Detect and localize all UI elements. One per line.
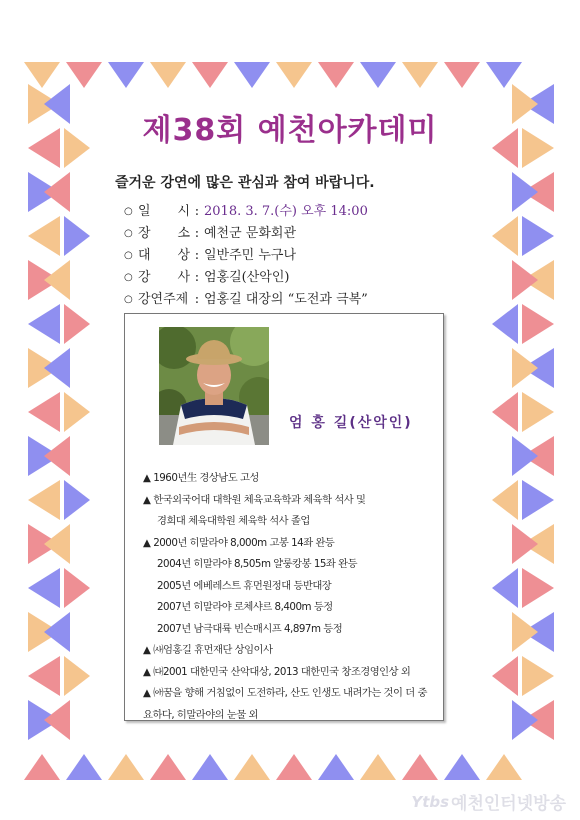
bio-line: ▲ ㈕꿈을 향해 거침없이 도전하라, 산도 인생도 내려가는 것이 더 중요하다, 히말라야의 눈물 외 (143, 687, 427, 721)
bio-line: ▲ ㈔엄홍길 휴먼재단 상임이사 (143, 644, 273, 656)
decor-triangle (276, 62, 312, 88)
decor-triangle (28, 304, 60, 344)
decor-triangle (492, 568, 518, 608)
info-label-char: 장 (138, 226, 151, 241)
speaker-name: 엄 홍 길(산악인) (289, 415, 413, 431)
circle-bullet-icon: ○ (124, 228, 133, 239)
decor-triangle (44, 524, 70, 564)
decor-triangle (28, 480, 60, 520)
bio-line: ▲ ㈐2001 대한민국 산악대상, 2013 대한민국 창조경영인상 외 (143, 665, 411, 678)
decor-triangle (512, 260, 538, 300)
bio-line: 2004년 히말라야 8,505m 얄룽캉봉 15좌 완등 (157, 558, 358, 570)
decor-triangle (512, 84, 538, 124)
decor-triangle (486, 754, 522, 780)
decor-triangle (512, 612, 538, 652)
decor-triangle (318, 754, 354, 780)
decor-triangle (522, 392, 554, 432)
decor-triangle (512, 524, 538, 564)
decor-triangle (64, 392, 90, 432)
decor-triangle (64, 304, 90, 344)
info-label (138, 267, 190, 289)
info-label-char: 시 (177, 204, 190, 219)
decor-triangle (28, 216, 60, 256)
decor-triangle (44, 260, 70, 300)
circle-bullet-icon: ○ (124, 206, 133, 217)
decor-triangle (402, 62, 438, 88)
info-colon: : (194, 248, 200, 263)
decor-triangle (44, 84, 70, 124)
speaker-photo-illustration (159, 327, 269, 445)
decor-triangle (28, 568, 60, 608)
circle-bullet-icon: ○ (124, 250, 133, 261)
info-label-char: 강 (138, 270, 151, 285)
info-colon: : (194, 270, 200, 285)
circle-bullet-icon: ○ (124, 294, 133, 305)
decor-triangle (64, 656, 90, 696)
decor-triangle (512, 172, 538, 212)
decor-triangle (108, 62, 144, 88)
decor-triangle (66, 754, 102, 780)
decor-triangle (522, 304, 554, 344)
info-colon: : (194, 226, 200, 241)
decor-triangle (28, 656, 60, 696)
decor-triangle (66, 62, 102, 88)
page-title: 제38회 예천아카데미 (142, 113, 438, 148)
decor-triangle (150, 62, 186, 88)
decor-triangle (276, 754, 312, 780)
decor-triangle (522, 216, 554, 256)
bio-line: 2007년 남극대륙 빈슨매시프 4,897m 등정 (157, 622, 343, 635)
info-value-datetime: 2018. 3. 7.(수) 오후 14:00 (204, 204, 368, 219)
decor-triangle (64, 480, 90, 520)
info-value-lecturer: 엄홍길(산악인) (204, 270, 290, 285)
info-label-char: 일 (138, 204, 151, 219)
decor-triangle (192, 62, 228, 88)
decor-triangle (234, 754, 270, 780)
decor-triangle (444, 754, 480, 780)
decor-triangle (150, 754, 186, 780)
decor-triangle (44, 172, 70, 212)
circle-bullet-icon: ○ (124, 272, 133, 283)
decor-triangle (64, 568, 90, 608)
decor-triangle (512, 700, 538, 740)
event-info-list (124, 201, 484, 311)
decor-triangle (24, 754, 60, 780)
decor-triangle (318, 62, 354, 88)
info-colon: : (194, 292, 200, 307)
info-row-topic (124, 289, 484, 311)
bio-line: 2005년 에베레스트 휴먼원정대 등반대장 (157, 579, 332, 592)
speaker-profile-box (124, 313, 444, 721)
decor-triangle (108, 754, 144, 780)
decor-triangle (522, 128, 554, 168)
info-value-topic: 엄홍길 대장의 “도전과 극복” (204, 292, 368, 307)
info-label (138, 289, 190, 311)
decor-triangle (64, 216, 90, 256)
decor-triangle (444, 62, 480, 88)
info-value-audience: 일반주민 누구나 (204, 248, 297, 263)
decor-triangle (512, 436, 538, 476)
info-value-place: 예천군 문화회관 (204, 226, 297, 241)
bio-line: ▲ 한국외국어대 대학원 체육교육학과 체육학 석사 및 (143, 493, 366, 506)
intro-text: 즐거운 강연에 많은 관심과 참여 바랍니다. (115, 175, 375, 191)
decor-triangle (44, 348, 70, 388)
bio-line: 2007년 히말라야 로체샤르 8,400m 등정 (157, 601, 333, 613)
bio-line: 경희대 체육대학원 체육학 석사 졸업 (157, 515, 310, 527)
info-row-lecturer (124, 267, 484, 289)
decor-triangle (360, 754, 396, 780)
info-label (138, 201, 190, 223)
info-row-place (124, 223, 484, 245)
decor-triangle (492, 656, 518, 696)
watermark-logo: Ytbs (411, 792, 450, 811)
info-label (138, 245, 190, 267)
decor-triangle (44, 436, 70, 476)
decor-triangle (234, 62, 270, 88)
decor-triangle (44, 612, 70, 652)
decor-triangle (522, 656, 554, 696)
info-row-datetime (124, 201, 484, 223)
decor-triangle (402, 754, 438, 780)
decor-triangle (492, 304, 518, 344)
decor-triangle (512, 348, 538, 388)
bio-line: ▲ 2000년 히말라야 8,000m 고봉 14좌 완등 (143, 536, 335, 549)
info-label-char: 소 (177, 226, 190, 241)
info-colon: : (194, 204, 200, 219)
watermark (411, 789, 566, 814)
decor-triangle (24, 62, 60, 88)
decor-triangle (28, 128, 60, 168)
decor-triangle (486, 62, 522, 88)
info-row-audience (124, 245, 484, 267)
info-label-char: 상 (177, 248, 190, 263)
decor-triangle (44, 700, 70, 740)
info-label (138, 223, 190, 245)
decor-triangle (522, 568, 554, 608)
decor-triangle (492, 480, 518, 520)
decor-triangle (492, 216, 518, 256)
decor-triangle (28, 392, 60, 432)
speaker-bio-list (143, 468, 433, 726)
decor-triangle (492, 392, 518, 432)
info-label-char: 사 (177, 270, 190, 285)
decor-triangle (360, 62, 396, 88)
info-label-char: 대 (138, 248, 151, 263)
speaker-photo (159, 327, 269, 445)
decor-triangle (192, 754, 228, 780)
info-label-char: 강연주제 (138, 292, 189, 307)
decor-triangle (522, 480, 554, 520)
bio-line: ▲ 1960년生 경상남도 고성 (143, 472, 259, 484)
watermark-text: 예천인터넷방송 (451, 794, 566, 814)
